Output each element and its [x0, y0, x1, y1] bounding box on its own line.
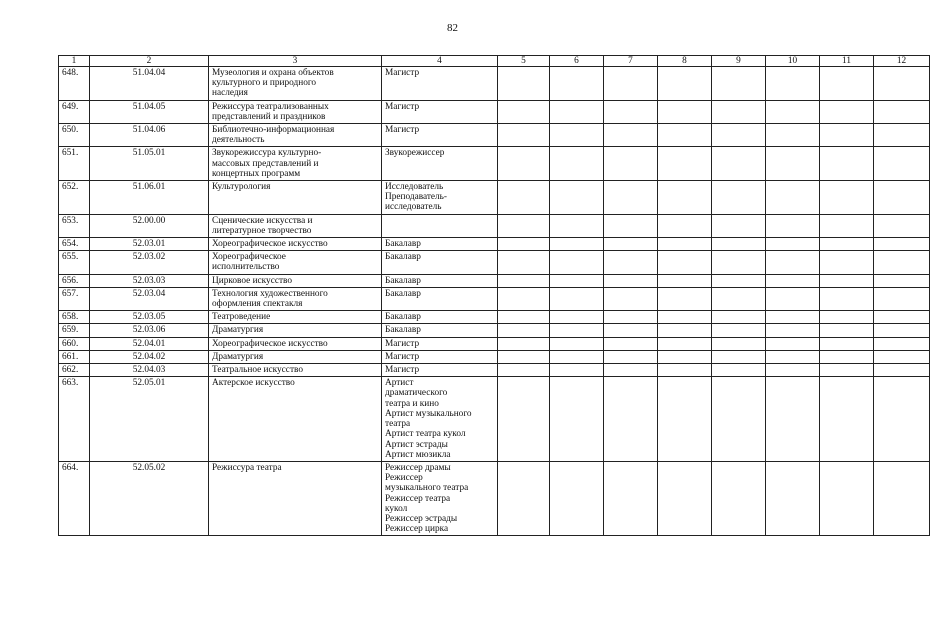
qualification-line: кукол	[385, 503, 408, 514]
specialty-name-line: Драматургия	[212, 325, 264, 336]
empty-cell	[604, 238, 658, 251]
empty-cell	[766, 147, 820, 181]
empty-cell	[550, 461, 604, 535]
specialty-name-line: Режиссура театрализованных	[212, 101, 329, 112]
empty-cell	[550, 238, 604, 251]
specialty-name	[209, 251, 382, 274]
specialty-code: 51.06.01	[90, 181, 209, 215]
specialty-name	[209, 214, 382, 237]
row-number: 661.	[59, 350, 90, 363]
specialty-name	[209, 461, 382, 535]
empty-cell	[550, 350, 604, 363]
specialty-code: 52.05.01	[90, 377, 209, 462]
empty-cell	[712, 67, 766, 101]
specialty-name-line: Хореографическое искусство	[212, 338, 328, 349]
empty-cell	[712, 377, 766, 462]
qualification	[382, 147, 498, 181]
empty-cell	[498, 350, 550, 363]
table-row	[59, 287, 930, 310]
qualification-line: Исследователь	[385, 182, 444, 193]
empty-cell	[604, 461, 658, 535]
qualification-line: Магистр	[385, 101, 420, 112]
qualification	[382, 287, 498, 310]
column-header: 2	[90, 56, 209, 67]
empty-cell	[604, 214, 658, 237]
empty-cell	[498, 311, 550, 324]
empty-cell	[874, 377, 930, 462]
table-row	[59, 214, 930, 237]
qualification	[382, 181, 498, 215]
empty-cell	[874, 100, 930, 123]
specialty-code: 52.03.06	[90, 324, 209, 337]
empty-cell	[604, 147, 658, 181]
empty-cell	[658, 214, 712, 237]
qualification	[382, 364, 498, 377]
specialty-name-line: Звукорежиссура культурно-	[212, 148, 322, 159]
empty-cell	[820, 238, 874, 251]
column-header: 3	[209, 56, 382, 67]
empty-cell	[712, 100, 766, 123]
qualification-line: Преподаватель-	[385, 192, 448, 203]
qualification-line: Бакалавр	[385, 325, 421, 336]
row-number: 653.	[59, 214, 90, 237]
table-row	[59, 181, 930, 215]
empty-cell	[604, 251, 658, 274]
empty-cell	[604, 337, 658, 350]
table-row	[59, 251, 930, 274]
empty-cell	[820, 147, 874, 181]
column-header: 6	[550, 56, 604, 67]
empty-cell	[712, 238, 766, 251]
empty-cell	[658, 274, 712, 287]
specialty-name	[209, 311, 382, 324]
empty-cell	[498, 364, 550, 377]
qualification-line: Артист театра кукол	[385, 429, 466, 440]
empty-cell	[766, 287, 820, 310]
specialty-name-line: концертных программ	[212, 168, 301, 179]
specialty-name	[209, 181, 382, 215]
empty-cell	[550, 324, 604, 337]
specialty-name-line: Режиссура театра	[212, 462, 282, 473]
empty-cell	[604, 274, 658, 287]
specialty-code: 52.04.03	[90, 364, 209, 377]
empty-cell	[550, 100, 604, 123]
table-row	[59, 461, 930, 535]
qualification-line: Артист мюзикла	[385, 449, 451, 460]
qualification	[382, 214, 498, 237]
empty-cell	[766, 181, 820, 215]
qualification-line: Артист музыкального	[385, 408, 472, 419]
empty-cell	[766, 461, 820, 535]
table-row	[59, 67, 930, 101]
empty-cell	[658, 377, 712, 462]
column-header: 11	[820, 56, 874, 67]
empty-cell	[604, 67, 658, 101]
empty-cell	[874, 251, 930, 274]
empty-cell	[550, 251, 604, 274]
qualification	[382, 311, 498, 324]
specialty-name-line: Актерское искусство	[212, 378, 295, 389]
empty-cell	[658, 147, 712, 181]
row-number: 655.	[59, 251, 90, 274]
empty-cell	[820, 311, 874, 324]
qualification-line: исследователь	[385, 202, 442, 213]
empty-cell	[658, 238, 712, 251]
empty-cell	[874, 124, 930, 147]
specialty-name-line: Сценические искусства и	[212, 215, 313, 226]
empty-cell	[498, 377, 550, 462]
empty-cell	[874, 214, 930, 237]
specialty-name	[209, 147, 382, 181]
empty-cell	[712, 461, 766, 535]
specialty-name-line: Культурология	[212, 182, 271, 193]
qualification-line: Магистр	[385, 125, 420, 136]
empty-cell	[712, 124, 766, 147]
empty-cell	[820, 251, 874, 274]
row-number: 654.	[59, 238, 90, 251]
empty-cell	[550, 377, 604, 462]
specialty-name-line: массовых представлений и	[212, 158, 319, 169]
qualification	[382, 274, 498, 287]
empty-cell	[874, 287, 930, 310]
specialty-code: 51.04.06	[90, 124, 209, 147]
empty-cell	[712, 311, 766, 324]
empty-cell	[658, 287, 712, 310]
specialty-name-line: наследия	[212, 88, 248, 99]
qualification-line: Режиссер театра	[385, 493, 451, 504]
qualification-line: Режиссер	[385, 473, 423, 484]
specialty-code: 52.05.02	[90, 461, 209, 535]
specialty-code: 51.04.05	[90, 100, 209, 123]
empty-cell	[604, 311, 658, 324]
empty-cell	[766, 67, 820, 101]
table-row	[59, 377, 930, 462]
empty-cell	[712, 214, 766, 237]
empty-cell	[820, 274, 874, 287]
specialty-name	[209, 100, 382, 123]
row-number: 656.	[59, 274, 90, 287]
column-header: 9	[712, 56, 766, 67]
empty-cell	[498, 238, 550, 251]
empty-cell	[498, 251, 550, 274]
empty-cell	[874, 238, 930, 251]
qualification-line: театра и кино	[385, 398, 439, 409]
empty-cell	[820, 364, 874, 377]
empty-cell	[820, 100, 874, 123]
empty-cell	[550, 214, 604, 237]
qualification	[382, 350, 498, 363]
empty-cell	[604, 287, 658, 310]
empty-cell	[498, 274, 550, 287]
qualification-line: Артист эстрады	[385, 439, 448, 450]
column-header: 8	[658, 56, 712, 67]
qualification-line: Бакалавр	[385, 288, 421, 299]
qualification-line: Бакалавр	[385, 252, 421, 263]
empty-cell	[658, 350, 712, 363]
table-row	[59, 274, 930, 287]
empty-cell	[498, 287, 550, 310]
specialty-name-line: Хореографическое искусство	[212, 239, 328, 250]
column-header: 1	[59, 56, 90, 67]
empty-cell	[766, 377, 820, 462]
qualification-line: Магистр	[385, 365, 420, 376]
qualification	[382, 67, 498, 101]
empty-cell	[498, 337, 550, 350]
empty-cell	[498, 124, 550, 147]
empty-cell	[604, 377, 658, 462]
row-number: 652.	[59, 181, 90, 215]
empty-cell	[766, 238, 820, 251]
specialty-name	[209, 324, 382, 337]
empty-cell	[712, 274, 766, 287]
specialty-name-line: оформления спектакля	[212, 299, 303, 310]
specialty-code: 52.03.01	[90, 238, 209, 251]
qualification-line: Бакалавр	[385, 239, 421, 250]
specialty-name-line: Театральное искусство	[212, 365, 303, 376]
table-row	[59, 350, 930, 363]
specialty-name	[209, 67, 382, 101]
empty-cell	[604, 324, 658, 337]
empty-cell	[550, 124, 604, 147]
empty-cell	[820, 214, 874, 237]
empty-cell	[874, 311, 930, 324]
specialty-code: 52.04.02	[90, 350, 209, 363]
specialty-code: 51.04.04	[90, 67, 209, 101]
empty-cell	[874, 461, 930, 535]
empty-cell	[820, 350, 874, 363]
empty-cell	[550, 67, 604, 101]
table-row	[59, 147, 930, 181]
empty-cell	[658, 181, 712, 215]
empty-cell	[498, 214, 550, 237]
qualification-line: Режиссер эстрады	[385, 513, 458, 524]
qualification-line: Магистр	[385, 338, 420, 349]
specialty-name-line: Библиотечно-информационная	[212, 125, 335, 136]
qualification-line: драматического	[385, 388, 448, 399]
specialty-code: 52.04.01	[90, 337, 209, 350]
empty-cell	[498, 67, 550, 101]
empty-cell	[766, 274, 820, 287]
empty-cell	[658, 311, 712, 324]
specialty-name	[209, 364, 382, 377]
empty-cell	[658, 251, 712, 274]
empty-cell	[604, 100, 658, 123]
qualification	[382, 100, 498, 123]
row-number: 649.	[59, 100, 90, 123]
empty-cell	[604, 181, 658, 215]
empty-cell	[712, 287, 766, 310]
empty-cell	[766, 337, 820, 350]
empty-cell	[658, 67, 712, 101]
row-number: 651.	[59, 147, 90, 181]
table-row	[59, 311, 930, 324]
empty-cell	[766, 324, 820, 337]
empty-cell	[550, 181, 604, 215]
specialty-name	[209, 337, 382, 350]
empty-cell	[498, 324, 550, 337]
specialty-name	[209, 377, 382, 462]
row-number: 662.	[59, 364, 90, 377]
specialty-name	[209, 238, 382, 251]
specialty-name-line: культурного и природного	[212, 78, 317, 89]
empty-cell	[766, 100, 820, 123]
empty-cell	[712, 251, 766, 274]
empty-cell	[874, 181, 930, 215]
row-number: 657.	[59, 287, 90, 310]
table-row	[59, 364, 930, 377]
table-row	[59, 337, 930, 350]
specialty-name-line: Драматургия	[212, 351, 264, 362]
specialty-name	[209, 350, 382, 363]
empty-cell	[550, 311, 604, 324]
empty-cell	[658, 124, 712, 147]
specialty-name-line: Цирковое искусство	[212, 275, 292, 286]
qualification-line: Режиссер цирка	[385, 524, 449, 535]
empty-cell	[820, 377, 874, 462]
empty-cell	[550, 337, 604, 350]
specialty-code: 52.03.05	[90, 311, 209, 324]
specialty-code: 51.05.01	[90, 147, 209, 181]
row-number: 660.	[59, 337, 90, 350]
empty-cell	[766, 364, 820, 377]
empty-cell	[766, 214, 820, 237]
empty-cell	[658, 324, 712, 337]
row-number: 664.	[59, 461, 90, 535]
specialty-name-line: деятельность	[212, 135, 265, 146]
qualification	[382, 251, 498, 274]
column-header: 10	[766, 56, 820, 67]
specialty-name-line: Технология художественного	[212, 288, 328, 299]
row-number: 650.	[59, 124, 90, 147]
qualification-line: Бакалавр	[385, 275, 421, 286]
empty-cell	[498, 461, 550, 535]
row-number: 658.	[59, 311, 90, 324]
column-header: 7	[604, 56, 658, 67]
table-row	[59, 100, 930, 123]
qualification	[382, 377, 498, 462]
page-number: 82	[447, 22, 458, 34]
qualification-line: Звукорежиссер	[385, 148, 445, 159]
empty-cell	[820, 337, 874, 350]
qualification-line: музыкального театра	[385, 483, 469, 494]
qualification-line: театра	[385, 419, 411, 430]
empty-cell	[604, 350, 658, 363]
empty-cell	[550, 147, 604, 181]
empty-cell	[498, 147, 550, 181]
empty-cell	[874, 67, 930, 101]
specialty-name-line: Театроведение	[212, 312, 271, 323]
column-header: 12	[874, 56, 930, 67]
header-row	[59, 56, 930, 67]
empty-cell	[604, 124, 658, 147]
empty-cell	[874, 274, 930, 287]
empty-cell	[712, 181, 766, 215]
qualification	[382, 324, 498, 337]
specialty-name-line: Музеология и охрана объектов	[212, 68, 334, 78]
qualification-line: Магистр	[385, 351, 420, 362]
empty-cell	[498, 100, 550, 123]
column-header: 4	[382, 56, 498, 67]
empty-cell	[820, 67, 874, 101]
specialty-name-line: исполнительство	[212, 262, 280, 273]
specialty-name-line: Хореографическое	[212, 252, 286, 263]
qualification	[382, 337, 498, 350]
qualification-line: Артист	[385, 378, 414, 389]
specialty-code: 52.03.02	[90, 251, 209, 274]
empty-cell	[820, 324, 874, 337]
empty-cell	[766, 251, 820, 274]
empty-cell	[604, 364, 658, 377]
table-row	[59, 238, 930, 251]
column-header: 5	[498, 56, 550, 67]
empty-cell	[874, 324, 930, 337]
empty-cell	[874, 350, 930, 363]
empty-cell	[498, 181, 550, 215]
empty-cell	[874, 337, 930, 350]
table-row	[59, 324, 930, 337]
specialty-name-line: литературное творчество	[212, 225, 312, 236]
empty-cell	[658, 100, 712, 123]
empty-cell	[658, 461, 712, 535]
empty-cell	[874, 147, 930, 181]
empty-cell	[820, 181, 874, 215]
specialty-code: 52.03.04	[90, 287, 209, 310]
empty-cell	[874, 364, 930, 377]
empty-cell	[712, 324, 766, 337]
empty-cell	[712, 337, 766, 350]
qualification	[382, 238, 498, 251]
empty-cell	[820, 461, 874, 535]
row-number: 648.	[59, 67, 90, 101]
empty-cell	[820, 124, 874, 147]
specialty-code: 52.00.00	[90, 214, 209, 237]
qualification-line: Бакалавр	[385, 312, 421, 323]
empty-cell	[712, 364, 766, 377]
empty-cell	[712, 147, 766, 181]
specialty-name	[209, 287, 382, 310]
qualification	[382, 461, 498, 535]
empty-cell	[550, 364, 604, 377]
empty-cell	[658, 337, 712, 350]
qualification-line: Магистр	[385, 68, 420, 78]
row-number: 663.	[59, 377, 90, 462]
specialties-table	[58, 55, 930, 536]
empty-cell	[820, 287, 874, 310]
empty-cell	[658, 364, 712, 377]
empty-cell	[550, 274, 604, 287]
specialty-code: 52.03.03	[90, 274, 209, 287]
empty-cell	[766, 124, 820, 147]
qualification-line: Режиссер драмы	[385, 462, 451, 473]
table-body	[59, 67, 930, 536]
specialty-name	[209, 274, 382, 287]
empty-cell	[550, 287, 604, 310]
specialty-name-line: представлений и праздников	[212, 111, 326, 122]
empty-cell	[712, 350, 766, 363]
specialty-name	[209, 124, 382, 147]
table-row	[59, 124, 930, 147]
empty-cell	[766, 350, 820, 363]
qualification	[382, 124, 498, 147]
row-number: 659.	[59, 324, 90, 337]
empty-cell	[766, 311, 820, 324]
